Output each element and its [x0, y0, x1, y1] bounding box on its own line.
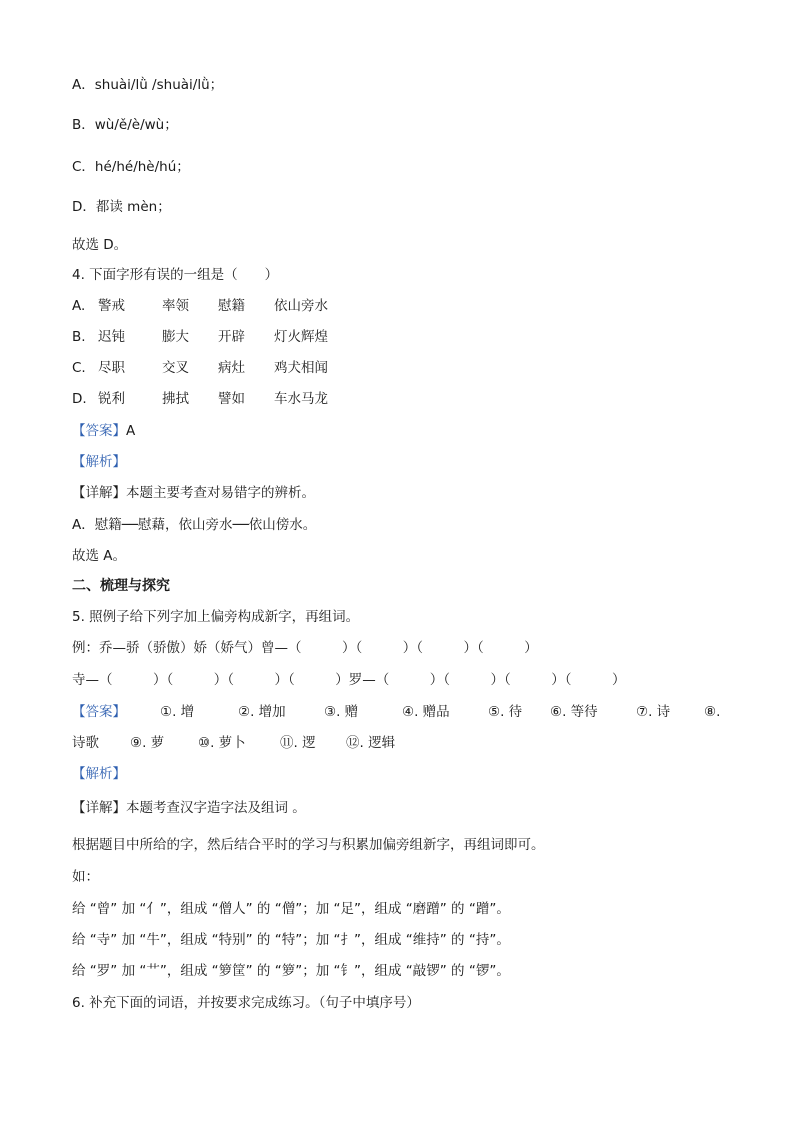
- answer-tag: 【答案】: [72, 423, 126, 439]
- q5-answer: ⑫. 逻辑: [346, 735, 396, 751]
- q5-answer: ⑦. 诗: [636, 704, 671, 720]
- q4-word: 交叉: [162, 360, 189, 376]
- option-a-pinyin: A．shuài/lǜ /shuài/lǜ；: [72, 77, 224, 93]
- analysis-tag: 【解析】: [72, 454, 126, 470]
- q4-option-row-d: [72, 390, 328, 408]
- q4-option-label: C.: [72, 360, 86, 376]
- conclusion-d: 故选 D。: [72, 237, 128, 253]
- detail-tag: 【详解】: [72, 485, 126, 501]
- q5-answer-row-2: [72, 734, 395, 752]
- q5-answer: 诗歌: [72, 735, 99, 751]
- q5-line-2: 寺—（ ）（ ）（ ）（ ）罗—（ ）（ ）（ ）（ ）: [72, 672, 626, 688]
- q4-explanation: A．慰籍──慰藉，依山旁水──依山傍水。: [72, 517, 317, 533]
- q5-answer: ②. 增加: [238, 704, 286, 720]
- question-5: 5. 照例子给下列字加上偏旁构成新字，再组词。: [72, 609, 360, 625]
- q5-detail: [72, 799, 306, 817]
- q4-option-label: D.: [72, 391, 87, 407]
- q5-answer-row-1: [72, 703, 720, 721]
- q5-analysis: [72, 765, 126, 783]
- q4-conclusion: 故选 A。: [72, 548, 127, 564]
- q4-word: 开辟: [218, 329, 245, 345]
- option-d-pinyin: D．都读 mèn；: [72, 199, 171, 215]
- q4-word: 病灶: [218, 360, 245, 376]
- q4-word: 依山旁水: [274, 298, 328, 314]
- q5-paragraph: 如：: [72, 869, 99, 885]
- section-heading: 二、梳理与探究: [72, 578, 170, 594]
- q4-word: 锐利: [98, 391, 125, 407]
- option-c-pinyin: C．hé/hé/hè/hú；: [72, 159, 190, 175]
- q5-paragraph: 根据题目中所给的字，然后结合平时的学习与积累加偏旁组新字，再组词即可。: [72, 837, 545, 853]
- q4-word: 率领: [162, 298, 189, 314]
- q4-option-row-c: [72, 359, 328, 377]
- q5-answer: ⑨. 萝: [130, 735, 165, 751]
- q5-detail-text: 本题考查汉字造字法及组词 。: [126, 800, 306, 816]
- q5-paragraph: 给 “罗” 加 “⺾”，组成 “箩筐” 的 “箩”；加 “钅”，组成 “敲锣” 的 “锣”。: [72, 963, 510, 979]
- q4-word: 车水马龙: [274, 391, 328, 407]
- q4-option-row-a: [72, 297, 328, 315]
- q5-answer: ④. 赠品: [402, 704, 450, 720]
- q4-option-label: A.: [72, 298, 86, 314]
- answer-tag: 【答案】: [72, 704, 126, 720]
- q4-word: 警戒: [98, 298, 125, 314]
- question-6: 6. 补充下面的词语，并按要求完成练习。（句子中填序号）: [72, 995, 420, 1011]
- q4-option-label: B.: [72, 329, 86, 345]
- q5-answer: ⑩. 萝卜: [198, 735, 246, 751]
- q4-word: 尽职: [98, 360, 125, 376]
- q4-word: 慰籍: [218, 298, 245, 314]
- detail-tag: 【详解】: [72, 800, 126, 816]
- q5-answer: ⑥. 等待: [550, 704, 598, 720]
- q4-word: 迟钝: [98, 329, 125, 345]
- q5-example: 例：乔—骄（骄傲）娇（娇气）曾—（ ）（ ）（ ）（ ）: [72, 640, 538, 656]
- q4-detail-text: 本题主要考查对易错字的辨析。: [126, 485, 315, 501]
- q4-word: 譬如: [218, 391, 245, 407]
- q4-answer-value: A: [126, 423, 136, 439]
- q5-paragraph: 给 “曾” 加 “亻”，组成 “僧人” 的 “僧”；加 “足”，组成 “磨蹭” 的 “蹭”。: [72, 901, 510, 917]
- q5-answer: ⑪. 逻: [280, 735, 316, 751]
- q4-word: 灯火辉煌: [274, 329, 328, 345]
- q4-answer: [72, 422, 135, 440]
- option-b-pinyin: B．wù/ě/è/wù；: [72, 117, 178, 133]
- q4-word: 膨大: [162, 329, 189, 345]
- q4-analysis: [72, 453, 126, 471]
- q4-detail: [72, 484, 315, 502]
- analysis-tag: 【解析】: [72, 766, 126, 782]
- q5-answer: ③. 赠: [324, 704, 359, 720]
- q4-word: 拂拭: [162, 391, 189, 407]
- q5-answer: ①. 增: [160, 704, 195, 720]
- question-4: 4. 下面字形有误的一组是（ ）: [72, 267, 279, 283]
- q4-option-row-b: [72, 328, 328, 346]
- q4-word: 鸡犬相闻: [274, 360, 328, 376]
- q5-answer: ⑤. 待: [488, 704, 523, 720]
- q5-paragraph: 给 “寺” 加 “牛”，组成 “特别” 的 “特”；加 “扌”，组成 “维持” 的 “持”。: [72, 932, 510, 948]
- q5-answer: ⑧.: [704, 704, 721, 720]
